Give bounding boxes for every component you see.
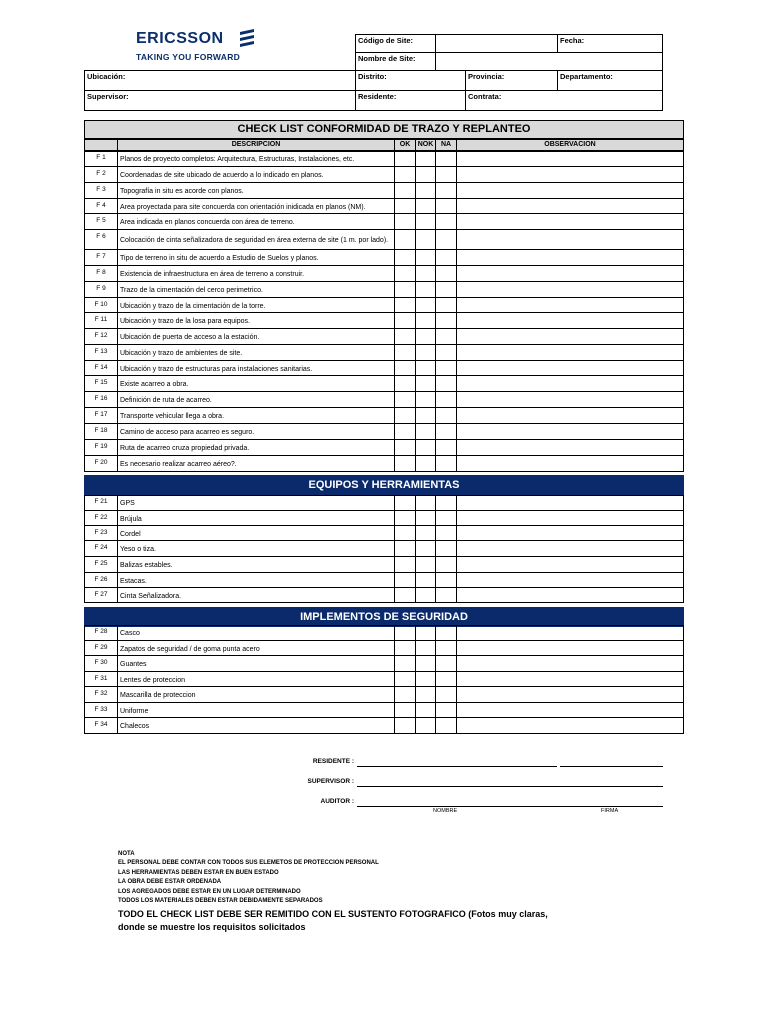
ok-checkbox[interactable] <box>394 266 415 282</box>
departamento-field[interactable]: Departamento: <box>557 70 663 91</box>
checklist-row <box>84 230 684 250</box>
nok-checkbox[interactable] <box>415 408 435 424</box>
na-checkbox[interactable] <box>435 703 456 718</box>
nok-checkbox[interactable] <box>415 361 435 376</box>
nok-checkbox[interactable] <box>415 511 435 526</box>
nok-checkbox[interactable] <box>415 526 435 541</box>
nok-checkbox[interactable] <box>415 376 435 392</box>
item-code: F 6 <box>84 230 117 250</box>
observacion-field[interactable] <box>456 656 684 672</box>
item-description: Estacas. <box>117 573 394 588</box>
item-description: GPS <box>117 495 394 511</box>
item-code: F 1 <box>84 151 117 167</box>
item-code: F 27 <box>84 588 117 603</box>
checklist-row <box>84 361 684 376</box>
observacion-field[interactable] <box>456 573 684 588</box>
item-code: F 21 <box>84 495 117 511</box>
ok-checkbox[interactable] <box>394 313 415 329</box>
item-description: Existe acarreo a obra. <box>117 376 394 392</box>
ok-checkbox[interactable] <box>394 183 415 199</box>
item-description: Zapatos de seguridad / de goma punta acero <box>117 641 394 656</box>
na-checkbox[interactable] <box>435 495 456 511</box>
item-description: Ubicación y trazo de ambientes de site. <box>117 345 394 361</box>
checklist-row <box>84 703 684 718</box>
item-description: Planos de proyecto completos: Arquitectura, Estructuras, Instalaciones, etc. <box>117 151 394 167</box>
ok-checkbox[interactable] <box>394 167 415 183</box>
nombre-site-field[interactable] <box>435 52 663 71</box>
ok-checkbox[interactable] <box>394 298 415 313</box>
na-checkbox[interactable] <box>435 456 456 472</box>
observacion-field[interactable] <box>456 424 684 440</box>
item-code: F 17 <box>84 408 117 424</box>
nok-column-header: NOK <box>415 139 436 151</box>
checklist-row <box>84 440 684 456</box>
checklist-row <box>84 183 684 199</box>
item-description: Existencia de infraestructura en área de terreno a construir. <box>117 266 394 282</box>
fecha-label[interactable]: Fecha: <box>557 34 663 53</box>
checklist-row <box>84 557 684 573</box>
item-description: Area indicada en planos concuerda con área de terreno. <box>117 214 394 230</box>
ok-checkbox[interactable] <box>394 656 415 672</box>
item-description: Ubicación y trazo de la cimentación de la torre. <box>117 298 394 313</box>
ok-checkbox[interactable] <box>394 687 415 703</box>
nok-checkbox[interactable] <box>415 718 435 734</box>
item-description: Camino de acceso para acarreo es seguro. <box>117 424 394 440</box>
checklist-row <box>84 588 684 603</box>
nombre-caption: NOMBRE <box>433 808 458 814</box>
observacion-field[interactable] <box>456 199 684 214</box>
observacion-field[interactable] <box>456 526 684 541</box>
item-description: Casco <box>117 625 394 641</box>
ok-checkbox[interactable] <box>394 526 415 541</box>
na-checkbox[interactable] <box>435 266 456 282</box>
observacion-field[interactable] <box>456 183 684 199</box>
nok-checkbox[interactable] <box>415 440 435 456</box>
note-line: EL PERSONAL DEBE CONTAR CON TODOS SUS ELEMETOS DE PROTECCION PERSONAL <box>118 860 379 867</box>
checklist-row <box>84 456 684 472</box>
checklist-row <box>84 345 684 361</box>
note-line: TODOS LOS MATERIALES DEBEN ESTAR DEBIDAMENTE SEPARADOS <box>118 898 323 905</box>
na-checkbox[interactable] <box>435 557 456 573</box>
item-description: Guantes <box>117 656 394 672</box>
item-code: F 30 <box>84 656 117 672</box>
note-line: LOS AGREGADOS DEBE ESTAR EN UN LUGAR DETERMINADO <box>118 888 301 895</box>
na-checkbox[interactable] <box>435 230 456 250</box>
na-checkbox[interactable] <box>435 641 456 656</box>
item-code: F 16 <box>84 392 117 408</box>
observacion-field[interactable] <box>456 541 684 557</box>
ok-checkbox[interactable] <box>394 588 415 603</box>
table-divider <box>84 151 684 152</box>
photo-requirement-note: TODO EL CHECK LIST DEBE SER REMITIDO CON EL SUSTENTO FOTOGRAFICO (Fotos muy claras, donde se muestre los requisitos solicitados <box>118 909 548 932</box>
item-code: F 26 <box>84 573 117 588</box>
nok-checkbox[interactable] <box>415 573 435 588</box>
na-checkbox[interactable] <box>435 345 456 361</box>
na-checkbox[interactable] <box>435 687 456 703</box>
observacion-field[interactable] <box>456 718 684 734</box>
observacion-field[interactable] <box>456 703 684 718</box>
checklist-row <box>84 376 684 392</box>
nok-checkbox[interactable] <box>415 557 435 573</box>
na-column-header: NA <box>435 139 457 151</box>
item-code: F 22 <box>84 511 117 526</box>
checklist-row <box>84 151 684 167</box>
item-description: Chalecos <box>117 718 394 734</box>
ok-checkbox[interactable] <box>394 329 415 345</box>
item-code: F 20 <box>84 456 117 472</box>
checklist-row <box>84 718 684 734</box>
nok-checkbox[interactable] <box>415 282 435 298</box>
observacion-field[interactable] <box>456 625 684 641</box>
nombre-site-label: Nombre de Site: <box>355 52 436 71</box>
na-checkbox[interactable] <box>435 313 456 329</box>
observacion-field[interactable] <box>456 345 684 361</box>
checklist-row <box>84 573 684 588</box>
section-header: IMPLEMENTOS DE SEGURIDAD <box>84 607 684 627</box>
item-description: Brújula <box>117 511 394 526</box>
table-divider <box>84 625 684 626</box>
ok-checkbox[interactable] <box>394 408 415 424</box>
residente-field[interactable]: Residente: <box>355 90 466 111</box>
nok-checkbox[interactable] <box>415 151 435 167</box>
observacion-field[interactable] <box>456 672 684 687</box>
na-checkbox[interactable] <box>435 250 456 266</box>
ericsson-logo <box>136 30 266 64</box>
observacion-field[interactable] <box>456 313 684 329</box>
observacion-field[interactable] <box>456 376 684 392</box>
checklist-row <box>84 495 684 511</box>
ok-checkbox[interactable] <box>394 557 415 573</box>
nok-checkbox[interactable] <box>415 214 435 230</box>
ok-checkbox[interactable] <box>394 230 415 250</box>
nok-checkbox[interactable] <box>415 183 435 199</box>
nok-checkbox[interactable] <box>415 641 435 656</box>
supervisor-field[interactable]: Supervisor: <box>84 90 356 111</box>
na-checkbox[interactable] <box>435 672 456 687</box>
nok-checkbox[interactable] <box>415 703 435 718</box>
ok-checkbox[interactable] <box>394 718 415 734</box>
na-checkbox[interactable] <box>435 440 456 456</box>
nok-checkbox[interactable] <box>415 424 435 440</box>
observacion-field[interactable] <box>456 557 684 573</box>
item-code: F 31 <box>84 672 117 687</box>
supervisor-signature-label: SUPERVISOR : <box>307 778 354 785</box>
ok-checkbox[interactable] <box>394 625 415 641</box>
item-code: F 5 <box>84 214 117 230</box>
observacion-column-header: OBSERVACION <box>456 139 684 151</box>
ok-checkbox[interactable] <box>394 672 415 687</box>
firma-caption: FIRMA <box>601 808 619 814</box>
item-description: Trazo de la cimentación del cerco perimetrico. <box>117 282 394 298</box>
checklist-row <box>84 424 684 440</box>
checklist-row <box>84 167 684 183</box>
notes-block <box>118 850 379 906</box>
residente-name-line[interactable] <box>357 766 557 767</box>
observacion-field[interactable] <box>456 687 684 703</box>
na-checkbox[interactable] <box>435 199 456 214</box>
item-code: F 18 <box>84 424 117 440</box>
supervisor-signature-line[interactable] <box>357 786 663 787</box>
ok-checkbox[interactable] <box>394 495 415 511</box>
checklist-row <box>84 282 684 298</box>
observacion-field[interactable] <box>456 151 684 167</box>
ok-checkbox[interactable] <box>394 573 415 588</box>
codigo-site-field[interactable] <box>435 34 558 53</box>
table-divider <box>84 495 684 496</box>
nok-checkbox[interactable] <box>415 495 435 511</box>
item-code: F 23 <box>84 526 117 541</box>
observacion-field[interactable] <box>456 440 684 456</box>
observacion-field[interactable] <box>456 392 684 408</box>
item-code: F 14 <box>84 361 117 376</box>
na-checkbox[interactable] <box>435 151 456 167</box>
observacion-field[interactable] <box>456 456 684 472</box>
item-description: Coordenadas de site ubicado de acuerdo a lo indicado en planos. <box>117 167 394 183</box>
na-checkbox[interactable] <box>435 329 456 345</box>
observacion-field[interactable] <box>456 214 684 230</box>
observacion-field[interactable] <box>456 511 684 526</box>
item-code: F 32 <box>84 687 117 703</box>
checklist-row <box>84 656 684 672</box>
ubicacion-field[interactable]: Ubicación: <box>84 70 356 91</box>
checklist-row <box>84 672 684 687</box>
item-description: Uniforme <box>117 703 394 718</box>
item-description: Ruta de acarreo cruza propiedad privada. <box>117 440 394 456</box>
ok-checkbox[interactable] <box>394 361 415 376</box>
checklist-row <box>84 408 684 424</box>
na-checkbox[interactable] <box>435 718 456 734</box>
auditor-signature-line[interactable] <box>357 806 663 807</box>
observacion-field[interactable] <box>456 329 684 345</box>
item-description: Ubicación y trazo de la losa para equipos. <box>117 313 394 329</box>
observacion-field[interactable] <box>456 408 684 424</box>
nok-checkbox[interactable] <box>415 230 435 250</box>
nok-checkbox[interactable] <box>415 329 435 345</box>
item-description: Cordel <box>117 526 394 541</box>
na-checkbox[interactable] <box>435 625 456 641</box>
na-checkbox[interactable] <box>435 573 456 588</box>
item-description: Balizas estables. <box>117 557 394 573</box>
distrito-field[interactable]: Distrito: <box>355 70 466 91</box>
item-description: Mascarilla de proteccion <box>117 687 394 703</box>
na-checkbox[interactable] <box>435 298 456 313</box>
item-description: Cinta Señalizadora. <box>117 588 394 603</box>
ok-checkbox[interactable] <box>394 541 415 557</box>
na-checkbox[interactable] <box>435 361 456 376</box>
observacion-field[interactable] <box>456 588 684 603</box>
ok-checkbox[interactable] <box>394 376 415 392</box>
checklist-row <box>84 250 684 266</box>
ok-column-header: OK <box>394 139 416 151</box>
logo-word: ERICSSON <box>136 30 224 47</box>
checklist-row <box>84 526 684 541</box>
observacion-field[interactable] <box>456 282 684 298</box>
item-code: F 24 <box>84 541 117 557</box>
observacion-field[interactable] <box>456 361 684 376</box>
item-code: F 2 <box>84 167 117 183</box>
codigo-site-label: Código de Site: <box>355 34 436 53</box>
checklist-row <box>84 313 684 329</box>
checklist-row <box>84 214 684 230</box>
nok-checkbox[interactable] <box>415 298 435 313</box>
item-code: F 10 <box>84 298 117 313</box>
item-code: F 15 <box>84 376 117 392</box>
checklist-row <box>84 641 684 656</box>
nok-checkbox[interactable] <box>415 625 435 641</box>
observacion-field[interactable] <box>456 266 684 282</box>
ok-checkbox[interactable] <box>394 641 415 656</box>
checklist-row <box>84 625 684 641</box>
item-description: Ubicación de puerta de acceso a la estación. <box>117 329 394 345</box>
checklist-row <box>84 392 684 408</box>
na-checkbox[interactable] <box>435 392 456 408</box>
nok-checkbox[interactable] <box>415 456 435 472</box>
provincia-field[interactable]: Provincia: <box>465 70 558 91</box>
checklist-title: CHECK LIST CONFORMIDAD DE TRAZO Y REPLANTEO <box>84 120 684 139</box>
item-code: F 28 <box>84 625 117 641</box>
item-code: F 29 <box>84 641 117 656</box>
checklist-row <box>84 329 684 345</box>
na-checkbox[interactable] <box>435 424 456 440</box>
item-description: Transporte vehicular llega a obra. <box>117 408 394 424</box>
ok-checkbox[interactable] <box>394 151 415 167</box>
checklist-row <box>84 541 684 557</box>
item-description: Colocación de cinta señalizadora de seguridad en área externa de site (1 m. por lado). <box>117 230 394 250</box>
observacion-field[interactable] <box>456 230 684 250</box>
na-checkbox[interactable] <box>435 408 456 424</box>
ericsson-mark-icon <box>237 28 257 48</box>
checklist-row <box>84 266 684 282</box>
na-checkbox[interactable] <box>435 214 456 230</box>
ok-checkbox[interactable] <box>394 214 415 230</box>
item-code: F 12 <box>84 329 117 345</box>
nok-checkbox[interactable] <box>415 167 435 183</box>
item-code: F 8 <box>84 266 117 282</box>
na-checkbox[interactable] <box>435 656 456 672</box>
item-code: F 9 <box>84 282 117 298</box>
descripcion-column-header: DESCRIPCION <box>117 139 395 151</box>
item-code: F 7 <box>84 250 117 266</box>
checklist-row <box>84 199 684 214</box>
checklist-row <box>84 687 684 703</box>
item-description: Ubicación y trazo de estructuras para instalaciones sanitarias. <box>117 361 394 376</box>
note-line: LA OBRA DEBE ESTAR ORDENADA <box>118 879 222 886</box>
item-description: Tipo de terreno in situ de acuerdo a Estudio de Suelos y planos. <box>117 250 394 266</box>
auditor-signature-label: AUDITOR : <box>320 798 354 805</box>
nok-checkbox[interactable] <box>415 687 435 703</box>
code-column-header <box>84 139 118 151</box>
item-description: Topografía in situ es acorde con planos. <box>117 183 394 199</box>
nok-checkbox[interactable] <box>415 672 435 687</box>
na-checkbox[interactable] <box>435 282 456 298</box>
residente-signature-label: RESIDENTE : <box>312 758 354 765</box>
item-description: Yeso o tiza. <box>117 541 394 557</box>
nok-checkbox[interactable] <box>415 313 435 329</box>
checklist-row <box>84 298 684 313</box>
na-checkbox[interactable] <box>435 167 456 183</box>
item-description: Lentes de proteccion <box>117 672 394 687</box>
item-description: Definición de ruta de acarreo. <box>117 392 394 408</box>
ok-checkbox[interactable] <box>394 282 415 298</box>
item-description: Es necesario realizar acarreo aéreo?. <box>117 456 394 472</box>
contrata-field[interactable]: Contrata: <box>465 90 663 111</box>
nok-checkbox[interactable] <box>415 656 435 672</box>
na-checkbox[interactable] <box>435 541 456 557</box>
na-checkbox[interactable] <box>435 183 456 199</box>
item-code: F 4 <box>84 199 117 214</box>
observacion-field[interactable] <box>456 167 684 183</box>
ok-checkbox[interactable] <box>394 456 415 472</box>
item-code: F 11 <box>84 313 117 329</box>
ok-checkbox[interactable] <box>394 345 415 361</box>
nok-checkbox[interactable] <box>415 392 435 408</box>
item-code: F 19 <box>84 440 117 456</box>
observacion-field[interactable] <box>456 641 684 656</box>
ok-checkbox[interactable] <box>394 199 415 214</box>
ok-checkbox[interactable] <box>394 250 415 266</box>
item-code: F 34 <box>84 718 117 734</box>
item-code: F 33 <box>84 703 117 718</box>
item-description: Area proyectada para site concuerda con orientación inidicada en planos (NM). <box>117 199 394 214</box>
nok-checkbox[interactable] <box>415 266 435 282</box>
ok-checkbox[interactable] <box>394 424 415 440</box>
nok-checkbox[interactable] <box>415 250 435 266</box>
ok-checkbox[interactable] <box>394 440 415 456</box>
na-checkbox[interactable] <box>435 588 456 603</box>
ok-checkbox[interactable] <box>394 392 415 408</box>
nok-checkbox[interactable] <box>415 345 435 361</box>
item-code: F 13 <box>84 345 117 361</box>
na-checkbox[interactable] <box>435 511 456 526</box>
nok-checkbox[interactable] <box>415 588 435 603</box>
observacion-field[interactable] <box>456 298 684 313</box>
na-checkbox[interactable] <box>435 376 456 392</box>
residente-firma-line[interactable] <box>560 766 663 767</box>
observacion-field[interactable] <box>456 250 684 266</box>
logo-tagline: TAKING YOU FORWARD <box>136 52 241 62</box>
ok-checkbox[interactable] <box>394 703 415 718</box>
section-header: EQUIPOS Y HERRAMIENTAS <box>84 475 684 495</box>
note-line: LAS HERRAMIENTAS DEBEN ESTAR EN BUEN ESTADO <box>118 869 279 876</box>
nok-checkbox[interactable] <box>415 541 435 557</box>
checklist-row <box>84 511 684 526</box>
notes-heading: NOTA <box>118 851 135 857</box>
nok-checkbox[interactable] <box>415 199 435 214</box>
observacion-field[interactable] <box>456 495 684 511</box>
na-checkbox[interactable] <box>435 526 456 541</box>
ok-checkbox[interactable] <box>394 511 415 526</box>
item-code: F 3 <box>84 183 117 199</box>
item-code: F 25 <box>84 557 117 573</box>
